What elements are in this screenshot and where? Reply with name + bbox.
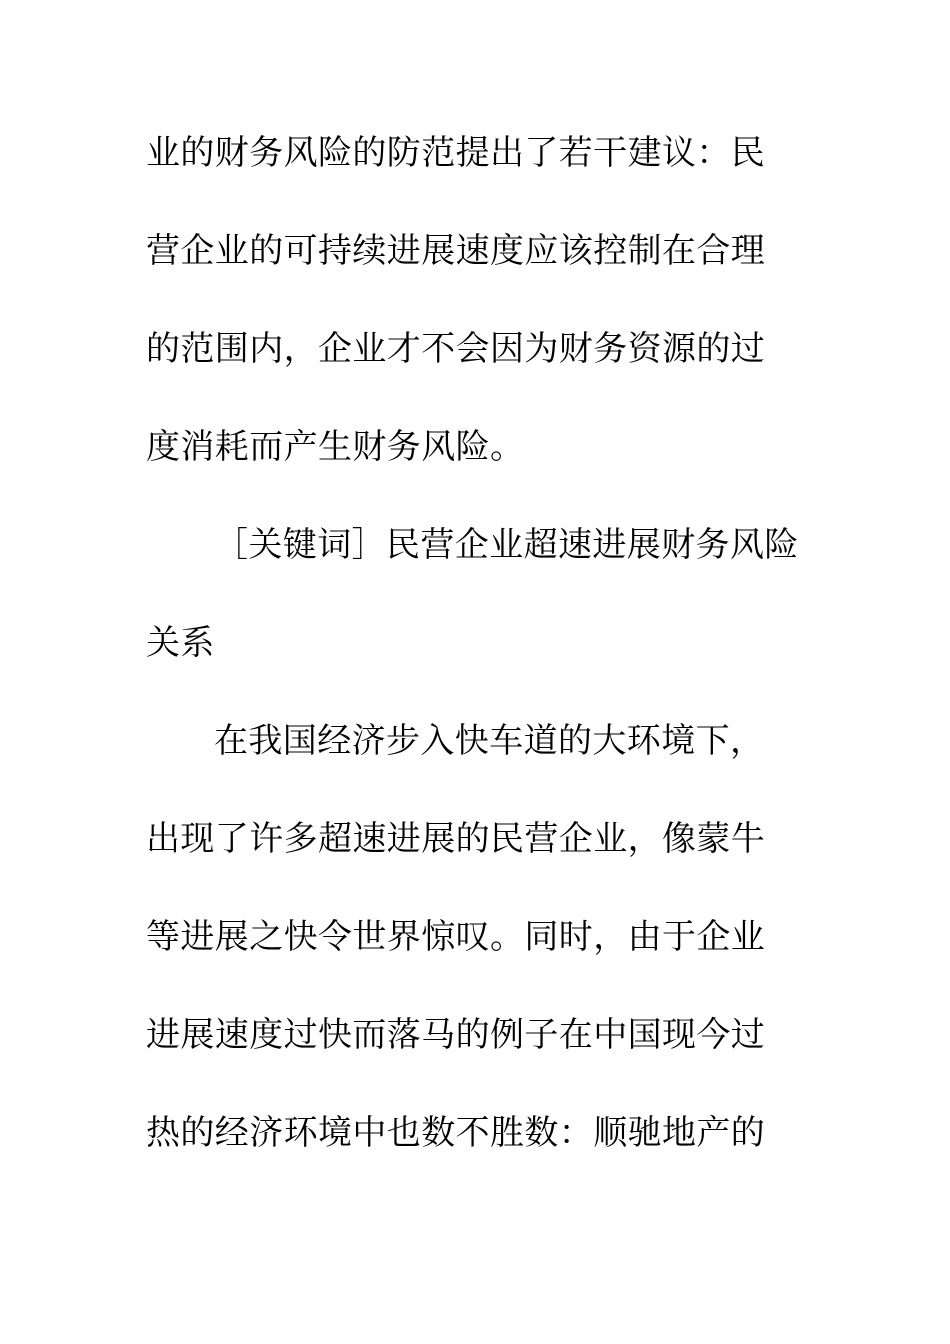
- text-line-4: 度消耗而产生财务风险。: [146, 427, 525, 467]
- text-line-9: 等进展之快令世界惊叹。同时，由于企业: [146, 917, 766, 957]
- text-line-10: 进展速度过快而落马的例子在中国现今过: [146, 1015, 766, 1055]
- keywords-line: ［关键词］民营企业超速进展财务风险: [214, 525, 799, 565]
- text-line-8: 出现了许多超速进展的民营企业，像蒙牛: [146, 819, 766, 859]
- text-line-1: 业的财务风险的防范提出了若干建议：民: [146, 133, 766, 173]
- text-line-11: 热的经济环境中也数不胜数：顺驰地产的: [146, 1113, 766, 1153]
- text-line-2: 营企业的可持续进展速度应该控制在合理: [146, 231, 766, 271]
- text-line-3: 的范围内，企业才不会因为财务资源的过: [146, 329, 766, 369]
- paragraph-start-line: 在我国经济步入快车道的大环境下，: [214, 721, 765, 761]
- keywords-continuation: 关系: [146, 623, 215, 663]
